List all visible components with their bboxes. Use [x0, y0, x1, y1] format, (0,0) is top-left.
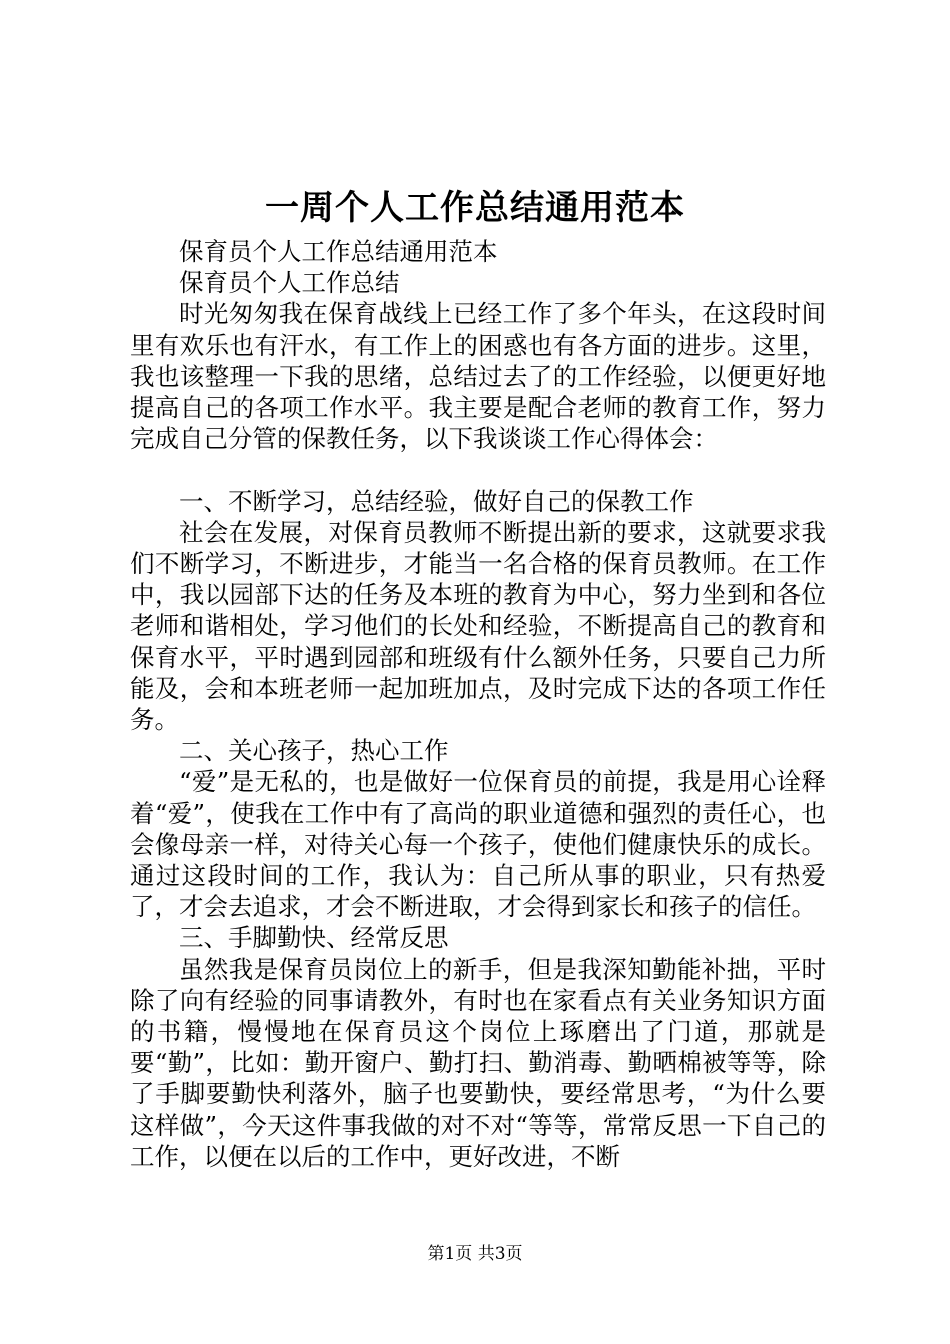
paragraph-section-2: “爱”是无私的，也是做好一位保育员的前提，我是用心诠释着“爱”，使我在工作中有了高尚的职业道德和强烈的责任心，也会像母亲一样，对待关心每一个孩子，使他们健康快乐的成长。通过这段时间的工作，我认为：自己所从事的职业，只有热爱了，才会去追求，才会不断进取，才会得到家长和孩子的信任。: [130, 767, 826, 922]
document-body: [130, 236, 826, 1172]
paragraph-blank: [130, 454, 826, 485]
paragraph-intro: 时光匆匆我在保育战线上已经工作了多个年头，在这段时间里有欢乐也有汗水，有工作上的困惑也有各方面的进步。这里，我也该整理一下我的思绪，总结过去了的工作经验，以便更好地提高自己的各项工作水平。我主要是配合老师的教育工作，努力完成自己分管的保教任务，以下我谈谈工作心得体会：: [130, 299, 826, 454]
section-heading-1: 一、不断学习，总结经验，做好自己的保教工作: [179, 486, 694, 516]
paragraph-section-3: 虽然我是保育员岗位上的新手，但是我深知勤能补拙，平时除了向有经验的同事请教外，有时也在家看点有关业务知识方面的书籍，慢慢地在保育员这个岗位上琢磨出了门道，那就是要“勤”，比如：勤开窗户、勤打扫、勤消毒、勤晒棉被等等，除了手脚要勤快利落外，脑子也要勤快，要经常思考，“为什么要这样做”，今天这件事我做的对不对“等等，常常反思一下自己的工作，以便在以后的工作中，更好改进，不断: [130, 954, 826, 1171]
section-heading-3: 三、手脚勤快、经常反思: [179, 923, 449, 953]
page-footer: 第1页 共3页: [427, 1244, 523, 1264]
paragraph-section-1: 社会在发展，对保育员教师不断提出新的要求，这就要求我们不断学习，不断进步，才能当一名合格的保育员教师。在工作中，我以园部下达的任务及本班的教育为中心，努力坐到和各位老师和谐相处，学习他们的长处和经验，不断提高自己的教育和保育水平，平时遇到园部和班级有什么额外任务，只要自己力所能及，会和本班老师一起加班加点，及时完成下达的各项工作任务。: [130, 517, 826, 735]
paragraph-subtitle: 保育员个人工作总结通用范本: [179, 237, 498, 266]
document-title: 一周个人工作总结通用范本: [265, 188, 685, 228]
section-heading-2: 二、关心孩子，热心工作: [179, 736, 449, 766]
paragraph-heading: 保育员个人工作总结: [179, 268, 400, 298]
